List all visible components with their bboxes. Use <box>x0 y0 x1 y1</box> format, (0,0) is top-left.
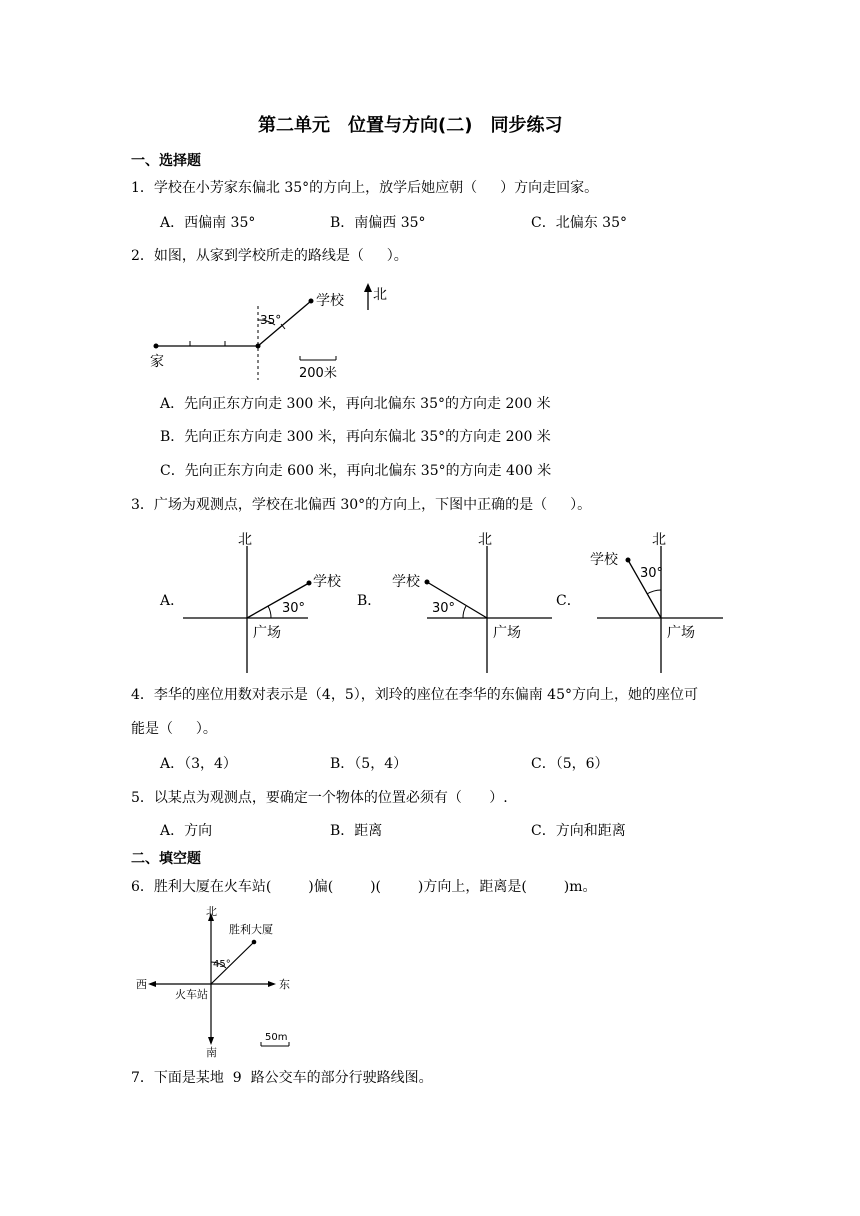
question-4-text-line2: 能是（ ）。 <box>131 721 217 737</box>
q3-diagram-c <box>590 528 730 678</box>
svg-text:南: 南 <box>206 1046 217 1059</box>
q1-option-b: B．南偏西 35° <box>330 215 426 231</box>
q2-north-label: 北 <box>373 287 387 303</box>
svg-text:北: 北 <box>206 905 217 918</box>
question-2-text: 2．如图，从家到学校所走的路线是（ ）。 <box>131 248 408 264</box>
svg-text:广场: 广场 <box>253 625 281 641</box>
q3-label-c: C． <box>556 593 581 609</box>
page-title: 第二单元 位置与方向(二) 同步练习 <box>258 115 563 136</box>
q2-route-diagram <box>140 280 400 385</box>
q5-option-a: A．方向 <box>160 823 213 839</box>
q1-option-c: C．北偏东 35° <box>531 215 627 231</box>
question-1-text: 1．学校在小芳家东偏北 35°的方向上，放学后她应朝（ ）方向走回家。 <box>131 180 599 196</box>
svg-text:北: 北 <box>238 532 252 548</box>
svg-text:东: 东 <box>279 978 290 991</box>
q3-diagram-a <box>180 528 345 678</box>
q6-compass-diagram <box>130 905 300 1060</box>
svg-text:北: 北 <box>652 532 666 548</box>
q5-option-c: C．方向和距离 <box>531 823 626 839</box>
q4-option-b: B．（5，4） <box>330 756 408 772</box>
svg-text:30°: 30° <box>640 566 664 581</box>
svg-text:学校: 学校 <box>590 552 618 568</box>
svg-text:30°: 30° <box>432 601 456 616</box>
q3-label-b: B． <box>357 593 382 609</box>
svg-text:广场: 广场 <box>667 625 695 641</box>
q2-option-b: B．先向正东方向走 300 米，再向东偏北 35°的方向走 200 米 <box>160 429 551 445</box>
section-heading-choice: 一、选择题 <box>131 153 201 169</box>
q1-option-a: A．西偏南 35° <box>160 215 256 231</box>
svg-text:北: 北 <box>478 532 492 548</box>
svg-text:45°: 45° <box>213 959 231 970</box>
question-5-text: 5．以某点为观测点，要确定一个物体的位置必须有（ ）. <box>131 790 508 806</box>
section-heading-fill: 二、填空题 <box>131 851 201 867</box>
q2-school-label: 学校 <box>316 293 344 309</box>
q2-option-c: C．先向正东方向走 600 米，再向北偏东 35°的方向走 400 米 <box>160 463 552 479</box>
question-4-text-line1: 4．李华的座位用数对表示是（4，5），刘玲的座位在李华的东偏南 45°方向上，她的座位可 <box>131 687 698 703</box>
q2-home-label: 家 <box>150 354 164 370</box>
svg-text:火车站: 火车站 <box>175 988 208 1001</box>
question-7-text: 7．下面是某地 9 路公交车的部分行驶路线图。 <box>131 1070 433 1086</box>
q3-diagram-b <box>390 528 560 678</box>
q2-option-a: A．先向正东方向走 300 米，再向北偏东 35°的方向走 200 米 <box>160 396 551 412</box>
svg-text:西: 西 <box>136 978 147 991</box>
svg-text:胜利大厦: 胜利大厦 <box>229 923 273 936</box>
north-arrow-icon <box>364 283 372 292</box>
svg-text:30°: 30° <box>282 601 306 616</box>
q4-option-c: C．（5，6） <box>531 756 609 772</box>
q2-scale-label: 200米 <box>299 366 337 381</box>
question-3-text: 3．广场为观测点，学校在北偏西 30°的方向上，下图中正确的是（ ）。 <box>131 497 592 513</box>
q3-label-a: A． <box>160 593 185 609</box>
question-6-text: 6．胜利大厦在火车站( )偏( )( )方向上，距离是( )m。 <box>131 879 597 895</box>
svg-text:学校: 学校 <box>313 574 341 590</box>
svg-text:广场: 广场 <box>493 625 521 641</box>
q2-angle-label: 35° <box>260 313 282 327</box>
q5-option-b: B．距离 <box>330 823 383 839</box>
q4-option-a: A．（3，4） <box>160 756 237 772</box>
svg-text:学校: 学校 <box>392 574 420 590</box>
svg-text:50m: 50m <box>265 1032 288 1043</box>
